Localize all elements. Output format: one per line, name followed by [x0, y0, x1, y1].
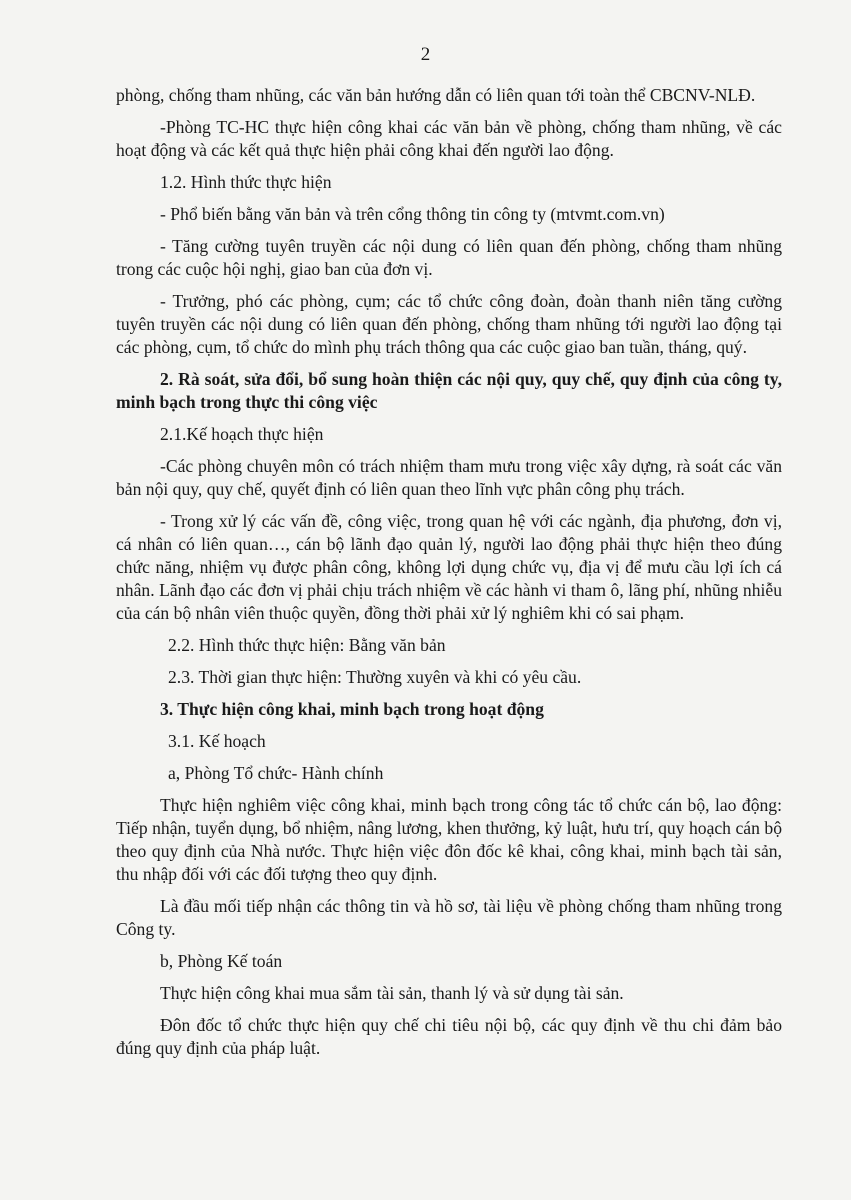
paragraph-continuation: phòng, chống tham nhũng, các văn bản hướng dẫn có liên quan tới toàn thể CBCNV-NLĐ. — [116, 85, 756, 105]
subheading-2-3: 2.3. Thời gian thực hiện: Thường xuyên và khi có yêu cầu. — [168, 667, 582, 687]
heading-section-2: 2. Rà soát, sửa đổi, bổ sung hoàn thiện các nội quy, quy chế, quy định của công ty, minh bạch trong thực thi công việc — [116, 369, 782, 412]
paragraph-focal-point: Là đầu mối tiếp nhận các thông tin và hồ sơ, tài liệu về phòng chống tham nhũng trong Công ty. — [116, 896, 782, 939]
heading-section-3: 3. Thực hiện công khai, minh bạch trong hoạt động — [160, 699, 544, 719]
paragraph-handling-issues: - Trong xử lý các vấn đề, công việc, trong quan hệ với các ngành, địa phương, đơn vị, cá nhân có liên quan…, cán bộ lãnh đạo quản lý, người lao động phải thực hiện theo đúng chức năng, nhiệm vụ được phân công, không lợi dụng chức vụ, địa vị để mưu cầu lợi ích cá nhân. Lãnh đạo các đơn vị phải chịu trách nhiệm về các hành vi tham ô, lãng phí, nhũng nhiễu của cán bộ nhân viên thuộc quyền, đồng thời phải xử lý nghiêm khi có sai phạm. — [116, 511, 782, 623]
page-number: 2 — [420, 44, 431, 65]
document-body — [116, 84, 782, 1069]
paragraph-heads-propaganda: - Trưởng, phó các phòng, cụm; các tổ chức công đoàn, đoàn thanh niên tăng cường tuyên truyền các nội dung có liên quan đến phòng, chống tham nhũng tới người lao động tại các phòng, cụm, tổ chức do mình phụ trách thông qua các cuộc giao ban tuần, tháng, quý. — [116, 291, 782, 357]
subheading-2-1: 2.1.Kế hoạch thực hiện — [160, 424, 324, 444]
paragraph-tc-hc-disclosure: -Phòng TC-HC thực hiện công khai các văn bản về phòng, chống tham nhũng, về các hoạt động và các kết quả thực hiện phải công khai đến người lao động. — [116, 117, 782, 160]
subheading-2-2: 2.2. Hình thức thực hiện: Bằng văn bản — [168, 635, 446, 655]
paragraph-spending-rules: Đôn đốc tổ chức thực hiện quy chế chi tiêu nội bộ, các quy định về thu chi đảm bảo đúng quy định của pháp luật. — [116, 1015, 782, 1058]
paragraph-asset-disclosure: Thực hiện công khai mua sắm tài sản, thanh lý và sử dụng tài sản. — [160, 983, 624, 1003]
paragraph-hr-transparency: Thực hiện nghiêm việc công khai, minh bạch trong công tác tổ chức cán bộ, lao động: Tiếp nhận, tuyển dụng, bổ nhiệm, nâng lương, khen thưởng, kỷ luật, hưu trí, quy hoạch cán bộ theo quy định của Nhà nước. Thực hiện việc đôn đốc kê khai, công khai, minh bạch tài sản, thu nhập đối với các đối tượng theo quy định. — [116, 795, 782, 884]
subheading-3-1: 3.1. Kế hoạch — [168, 731, 266, 751]
subheading-1-2: 1.2. Hình thức thực hiện — [160, 172, 332, 192]
subheading-dept-b: b, Phòng Kế toán — [160, 951, 283, 971]
paragraph-departments-advise: -Các phòng chuyên môn có trách nhiệm tham mưu trong việc xây dựng, rà soát các văn bản nội quy, quy chế, quyết định có liên quan theo lĩnh vực phân công phụ trách. — [116, 456, 782, 499]
paragraph-disseminate-portal: - Phổ biến bằng văn bản và trên cổng thông tin công ty (mtvmt.com.vn) — [160, 204, 665, 224]
paragraph-increase-propaganda: - Tăng cường tuyên truyền các nội dung có liên quan đến phòng, chống tham nhũng trong các cuộc hội nghị, giao ban của đơn vị. — [116, 236, 782, 279]
subheading-dept-a: a, Phòng Tổ chức- Hành chính — [168, 763, 384, 783]
